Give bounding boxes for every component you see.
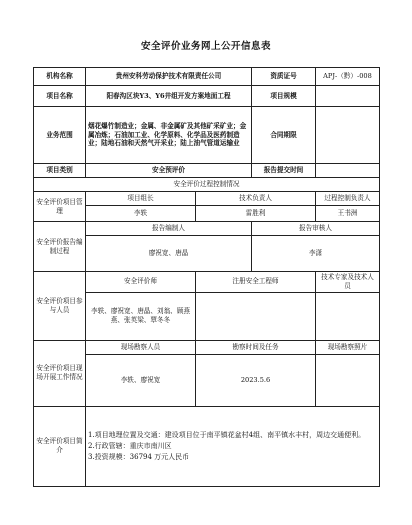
site-staff: 李轶、廖祝宽 bbox=[86, 354, 196, 406]
category-value: 安全预评价 bbox=[86, 164, 252, 178]
table-row bbox=[34, 354, 380, 406]
brief-label: 安全评价项目简介 bbox=[34, 406, 86, 486]
management-tech: 雷胜利 bbox=[196, 206, 316, 222]
org-value: 贵州安科劳动保护技术有限责任公司 bbox=[86, 68, 252, 86]
scope-label: 业务范围 bbox=[34, 107, 86, 164]
brief-line-investment: 3.投资规模：36794 万元人民币 bbox=[88, 452, 190, 461]
table-row bbox=[34, 178, 380, 192]
site-time: 2023.5.6 bbox=[196, 354, 316, 406]
table-row bbox=[34, 192, 380, 206]
period-label: 合同期限 bbox=[252, 107, 316, 164]
table-row bbox=[34, 68, 380, 86]
personnel-label: 安全评价项目参与人员 bbox=[34, 272, 86, 341]
report-header-reviewer: 报告审核人 bbox=[252, 222, 380, 236]
org-label: 机构名称 bbox=[34, 68, 86, 86]
personnel-header-expert: 技术专家及技术人员 bbox=[316, 272, 380, 293]
table-row bbox=[34, 236, 380, 272]
management-header-tech: 技术负责人 bbox=[196, 192, 316, 206]
table-row bbox=[34, 340, 380, 354]
report-reviewer: 李潇 bbox=[252, 236, 380, 272]
management-header-control: 过程控制负责人 bbox=[316, 192, 380, 206]
report-author: 廖祝宽、唐晶 bbox=[86, 236, 252, 272]
table-row bbox=[34, 164, 380, 178]
management-control: 王书洲 bbox=[316, 206, 380, 222]
scale-label: 项目规模 bbox=[252, 86, 316, 107]
brief-content bbox=[86, 406, 380, 486]
report-date-value bbox=[316, 164, 380, 178]
site-photo bbox=[316, 354, 380, 406]
management-header-leader: 项目组长 bbox=[86, 192, 196, 206]
process-header: 安全评价过程控制情况 bbox=[34, 178, 380, 192]
report-label: 安全评价报告编制过程 bbox=[34, 222, 86, 272]
personnel-evaluators: 李轶、廖祝宽、唐晶、刘翁、顾燕燕、张英梁、覃冬冬 bbox=[86, 292, 196, 340]
personnel-header-engineer: 注册安全工程师 bbox=[196, 272, 316, 293]
management-leader: 李轶 bbox=[86, 206, 196, 222]
table-row bbox=[34, 107, 380, 164]
management-label: 安全评价项目管理 bbox=[34, 192, 86, 222]
site-header-time: 勘察时间及任务 bbox=[196, 340, 316, 354]
report-header-author: 报告编制人 bbox=[86, 222, 252, 236]
project-label: 项目名称 bbox=[34, 86, 86, 107]
brief-line-admin: 2.行政管辖：重庆市南川区 bbox=[88, 441, 172, 450]
personnel-header-evaluator: 安全评价师 bbox=[86, 272, 196, 293]
table-row bbox=[34, 222, 380, 236]
table-row bbox=[34, 86, 380, 107]
brief-line-location: 1.项目地理位置及交通：建设项目位于南平镇花盆村4组、南平镇水丰村，周边交通便利。 bbox=[88, 430, 366, 439]
personnel-engineers bbox=[196, 292, 316, 340]
page-title: 安全评价业务网上公开信息表 bbox=[140, 41, 271, 52]
report-date-label: 报告提交时间 bbox=[252, 164, 316, 178]
table-row bbox=[34, 406, 380, 486]
table-row bbox=[34, 292, 380, 340]
table-row bbox=[34, 206, 380, 222]
project-value: 阳春沟区块Y3、Y6井组开发方案地面工程 bbox=[86, 86, 252, 107]
info-table bbox=[33, 67, 380, 487]
table-row bbox=[34, 272, 380, 293]
scale-value bbox=[316, 86, 380, 107]
scope-value: 烟花爆竹制造业；金属、非金属矿及其他矿采矿业；金属冶炼；石油加工业、化学原料、化学品及医药制造业；陆地石油和天然气开采业；陆上油气管道运输业 bbox=[86, 107, 252, 164]
site-label: 安全评价项目现场开展工作情况 bbox=[34, 340, 86, 406]
cert-value: APJ-（黔）-008 bbox=[316, 68, 380, 86]
category-label: 项目类别 bbox=[34, 164, 86, 178]
cert-label: 资质证号 bbox=[252, 68, 316, 86]
site-header-staff: 现场勘察人员 bbox=[86, 340, 196, 354]
site-header-photo: 现场勘察照片 bbox=[316, 340, 380, 354]
period-value bbox=[316, 107, 380, 164]
personnel-experts bbox=[316, 292, 380, 340]
